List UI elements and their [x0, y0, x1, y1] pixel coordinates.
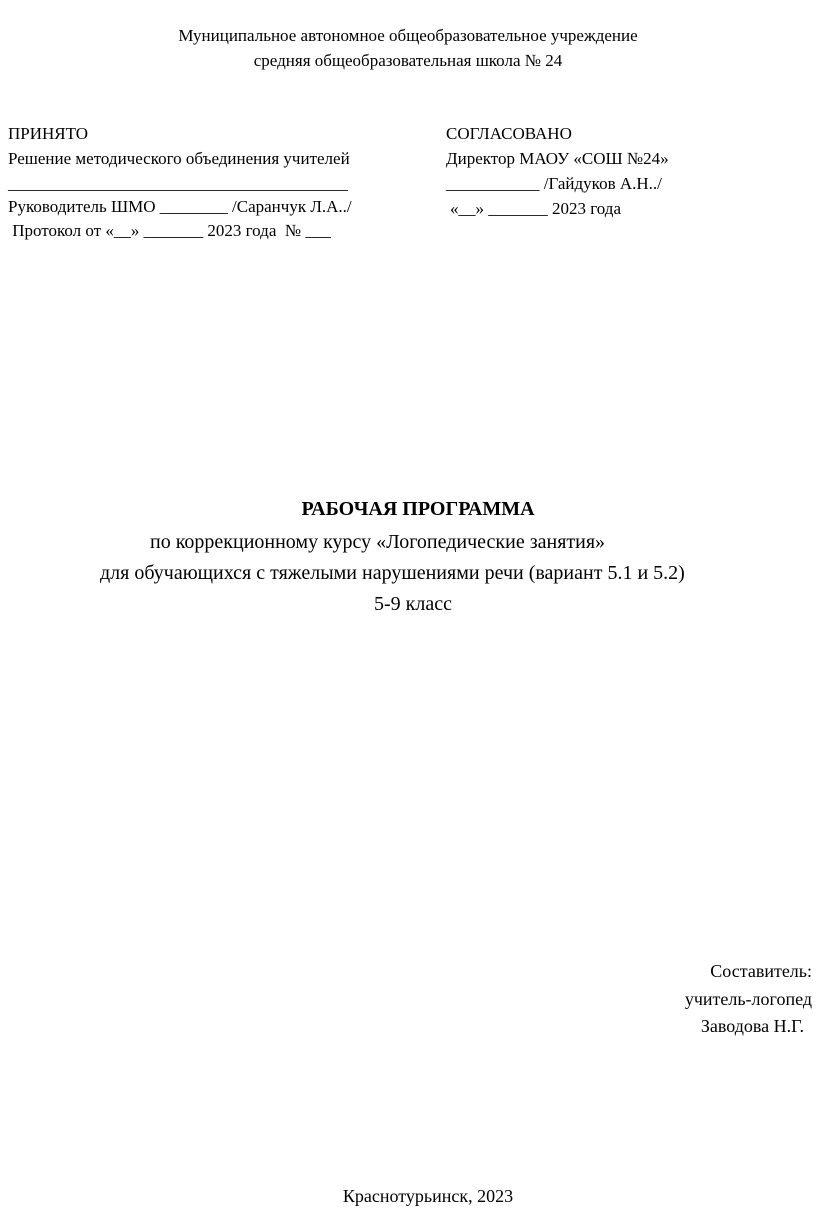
program-course-line: по коррекционному курсу «Логопедические занятия» — [150, 531, 606, 553]
author-label: Составитель: — [710, 961, 812, 981]
program-audience-line: для обучающихся с тяжелыми нарушениями речи (вариант 5.1 и 5.2) — [100, 562, 685, 584]
city-year-footer: Краснотурьинск, 2023 — [342, 1186, 514, 1206]
accepted-decision-line: Решение методического объединения учителей — [8, 149, 350, 168]
program-grades-line: 5-9 класс — [374, 593, 452, 615]
author-name: Заводова Н.Г. — [700, 1016, 804, 1036]
agreed-director-line: Директор МАОУ «СОШ №24» — [446, 149, 669, 168]
school-name-line: средняя общеобразовательная школа № 24 — [253, 51, 563, 70]
accepted-protocol-line: Протокол от «__» _______ 2023 года № ___ — [8, 221, 331, 240]
accepted-head-signature: Руководитель ШМО ________ /Саранчук Л.А../ — [8, 197, 352, 216]
agreed-director-signature: ___________ /Гайдуков А.Н../ — [446, 174, 662, 193]
accepted-heading: ПРИНЯТО — [8, 124, 89, 143]
agreed-date-line: «__» _______ 2023 года — [450, 199, 622, 218]
accepted-blank-line: ________________________________________ — [8, 174, 348, 193]
school-type-line: Муниципальное автономное общеобразовательное учреждение — [178, 26, 638, 45]
program-title: РАБОЧАЯ ПРОГРАММА — [301, 498, 535, 520]
agreed-heading: СОГЛАСОВАНО — [446, 124, 572, 143]
author-role: учитель-логопед — [684, 989, 812, 1009]
